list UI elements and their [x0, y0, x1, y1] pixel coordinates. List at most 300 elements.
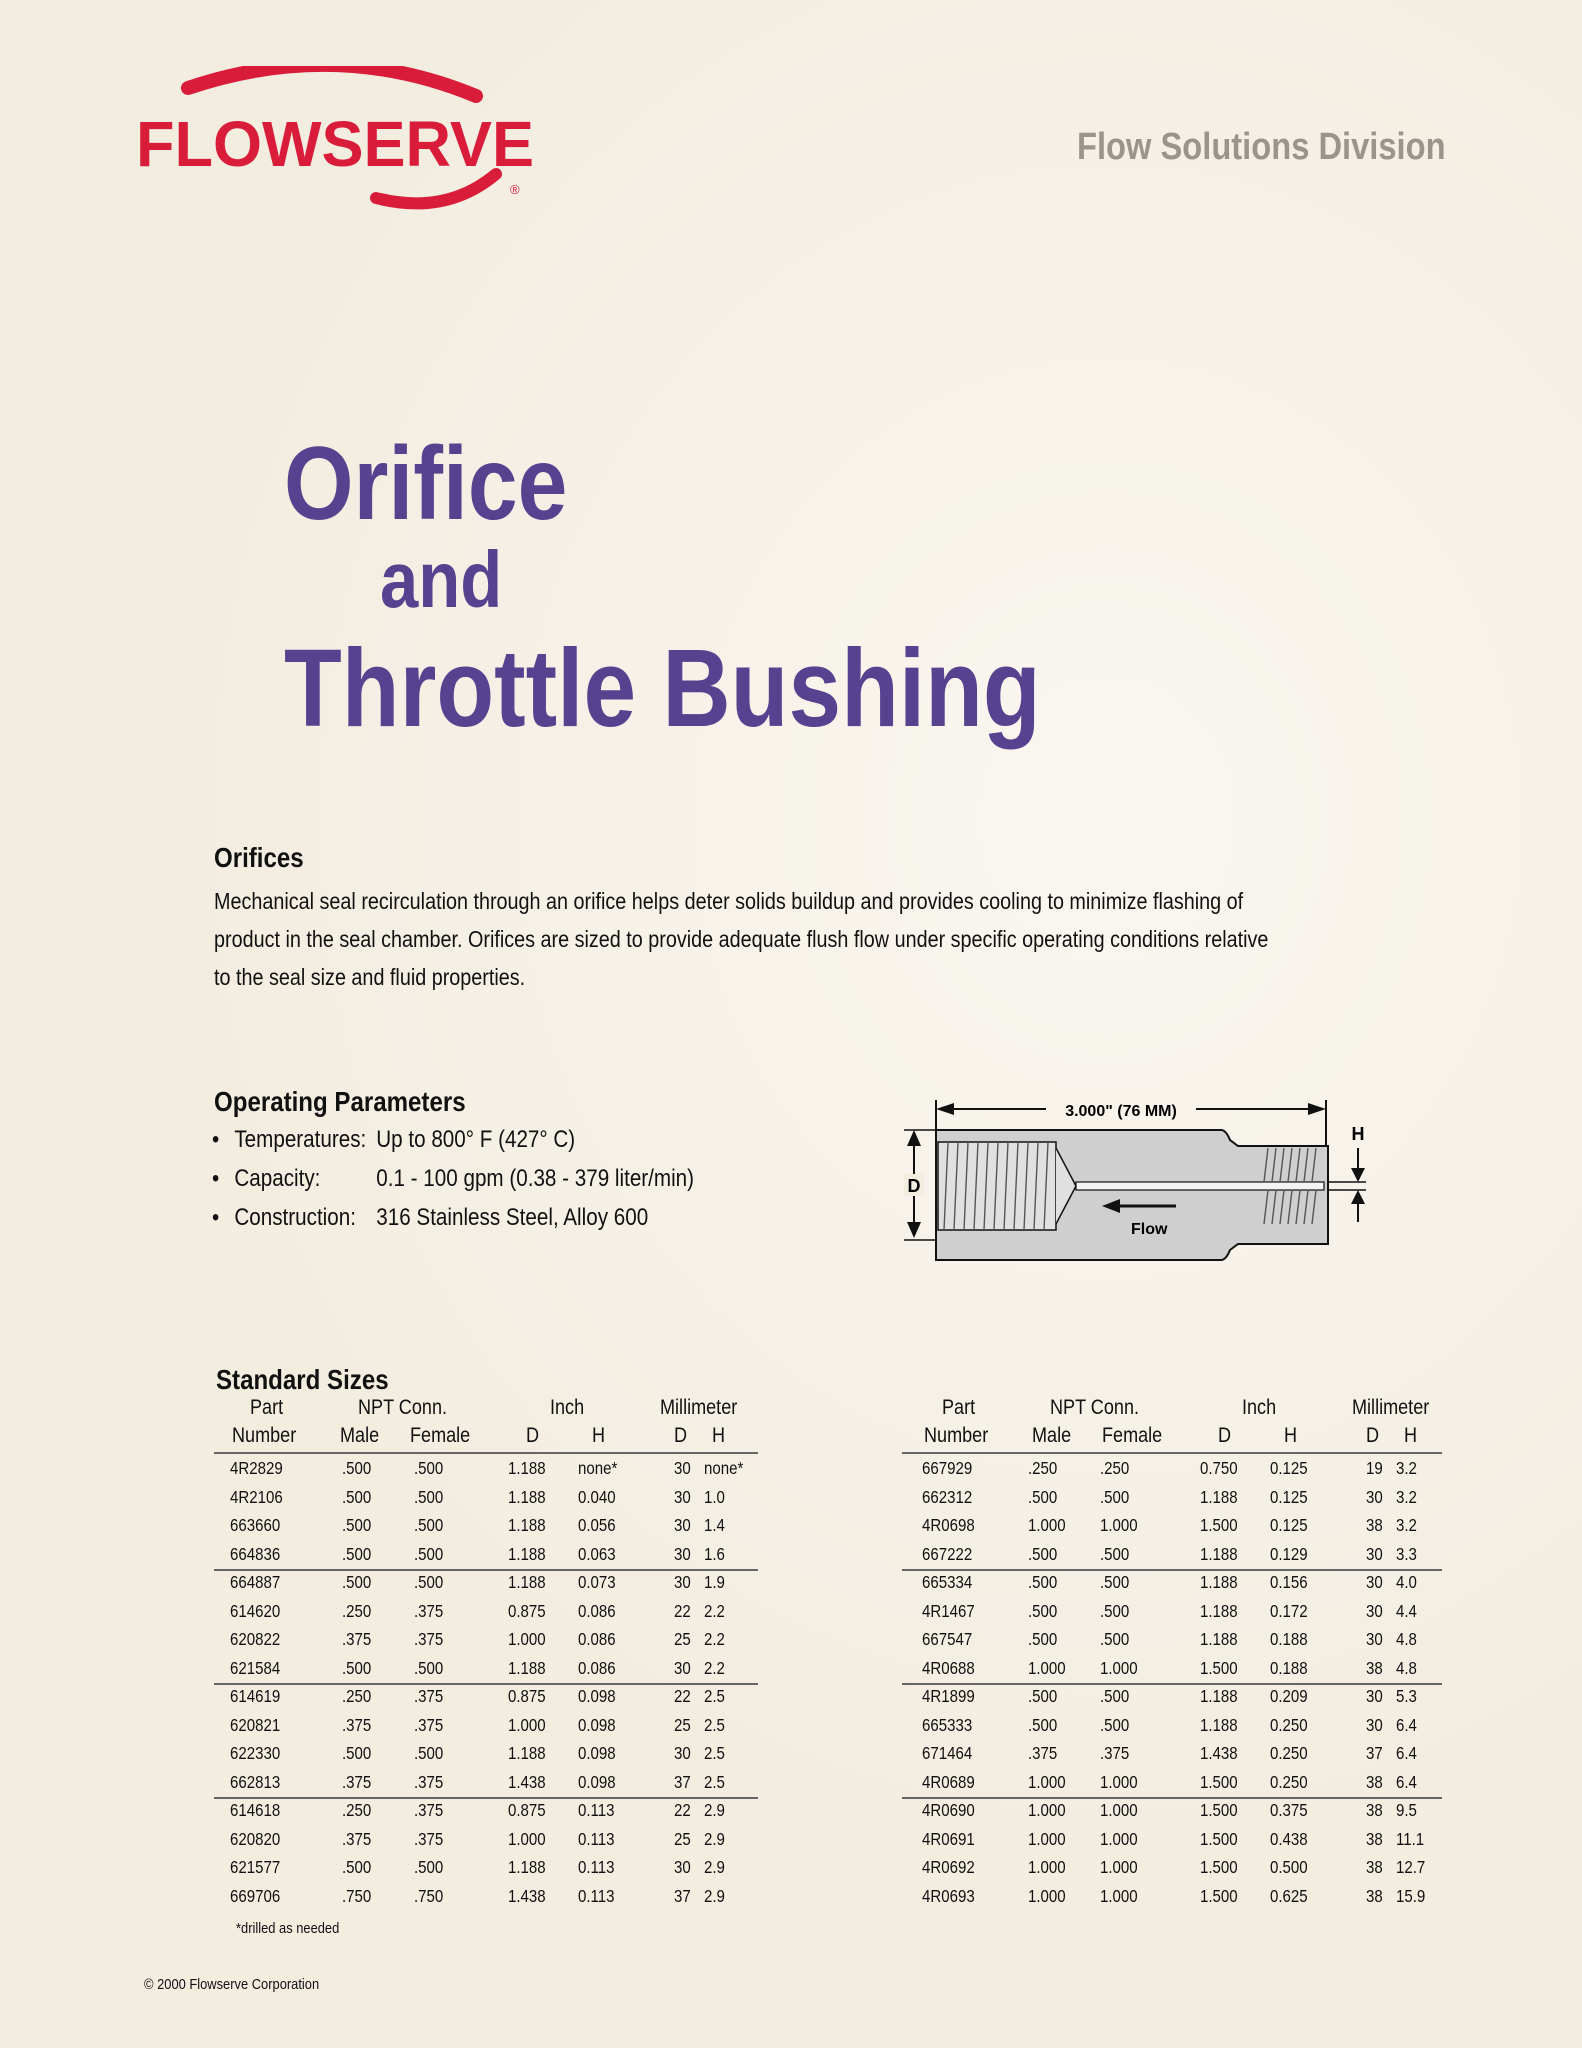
inch-h: 0.086 — [578, 1629, 616, 1649]
operating-parameters-heading: Operating Parameters — [214, 1086, 466, 1117]
mm-h: 15.9 — [1396, 1885, 1426, 1906]
part-number: 4R2829 — [230, 1458, 283, 1478]
part-number: 4R1467 — [922, 1600, 975, 1621]
npt-female: .500 — [414, 1857, 444, 1877]
inch-d: 1.500 — [1200, 1657, 1238, 1678]
npt-male: .500 — [342, 1486, 372, 1507]
npt-male: .250 — [342, 1600, 372, 1621]
table-row — [902, 1487, 1442, 1516]
mm-d: 37 — [674, 1885, 691, 1906]
table-row — [214, 1544, 758, 1573]
flowserve-logo — [136, 66, 536, 226]
npt-male: .500 — [342, 1743, 372, 1763]
part-number: 669706 — [230, 1885, 281, 1906]
mm-h: 2.2 — [704, 1657, 725, 1678]
col-part: Part — [942, 1396, 976, 1419]
h-label: H — [1351, 1124, 1365, 1144]
mm-d: 30 — [674, 1543, 691, 1564]
inch-h: 0.098 — [578, 1686, 616, 1706]
group-rule — [214, 1683, 758, 1685]
table-row — [214, 1458, 758, 1487]
header-rule — [214, 1452, 758, 1454]
npt-male: .375 — [342, 1771, 372, 1792]
standard-sizes-heading: Standard Sizes — [216, 1364, 389, 1395]
table-row — [214, 1772, 758, 1801]
col-number: Number — [232, 1424, 297, 1447]
part-number: 664887 — [230, 1572, 281, 1592]
npt-male: 1.000 — [1028, 1857, 1066, 1877]
part-number: 671464 — [922, 1743, 973, 1763]
mm-h: 12.7 — [1396, 1857, 1426, 1877]
npt-female: 1.000 — [1100, 1771, 1138, 1792]
mm-d: 25 — [674, 1828, 691, 1849]
table-row — [902, 1658, 1442, 1687]
svg-text:®: ® — [510, 182, 520, 197]
npt-male: .500 — [342, 1572, 372, 1592]
npt-male: 1.000 — [1028, 1885, 1066, 1906]
mm-d: 38 — [1366, 1828, 1383, 1849]
npt-female: .500 — [1100, 1714, 1130, 1735]
table-row — [214, 1572, 758, 1601]
npt-male: .375 — [342, 1714, 372, 1735]
inch-h: 0.438 — [1270, 1828, 1308, 1849]
part-number: 665334 — [922, 1572, 973, 1592]
inch-d: 1.188 — [1200, 1714, 1238, 1735]
mm-d: 30 — [674, 1515, 691, 1535]
npt-female: .375 — [1100, 1743, 1130, 1763]
col-inch-h: H — [592, 1424, 606, 1447]
title-line-2: and — [380, 535, 503, 624]
flow-label: Flow — [1131, 1221, 1168, 1238]
inch-d: 1.188 — [1200, 1486, 1238, 1507]
mm-h: 9.5 — [1396, 1800, 1417, 1820]
mm-d: 25 — [674, 1714, 691, 1735]
inch-h: 0.129 — [1270, 1543, 1308, 1564]
mm-d: 38 — [1366, 1771, 1383, 1792]
col-inch: Inch — [550, 1396, 585, 1419]
mm-h: 2.5 — [704, 1771, 725, 1792]
npt-female: .500 — [1100, 1486, 1130, 1507]
mm-h: 3.2 — [1396, 1486, 1417, 1507]
npt-female: 1.000 — [1100, 1800, 1138, 1820]
table-row — [214, 1886, 758, 1915]
bushing-diagram — [896, 1090, 1376, 1280]
mm-h: 5.3 — [1396, 1686, 1417, 1706]
inch-h: 0.056 — [578, 1515, 616, 1535]
part-number: 4R1899 — [922, 1686, 975, 1706]
mm-d: 30 — [1366, 1600, 1383, 1621]
inch-h: 0.040 — [578, 1486, 616, 1507]
inch-h: 0.098 — [578, 1714, 616, 1735]
mm-d: 30 — [1366, 1629, 1383, 1649]
header-rule — [902, 1452, 1442, 1454]
mm-d: 30 — [1366, 1572, 1383, 1592]
orifices-body: Mechanical seal recirculation through an orifice helps deter solids buildup and provides cooling to minimize flashing of product in the seal chamber. Orifices are sized to provide adequate flush flow under specific operating conditions relative to the seal size and fluid properties. — [214, 888, 1269, 990]
table-row — [902, 1458, 1442, 1487]
inch-h: 0.250 — [1270, 1714, 1308, 1735]
inch-d: 1.188 — [508, 1857, 546, 1877]
mm-h: 3.2 — [1396, 1515, 1417, 1535]
mm-h: 2.2 — [704, 1629, 725, 1649]
table-row — [214, 1829, 758, 1858]
npt-male: .500 — [1028, 1714, 1058, 1735]
part-number: 665333 — [922, 1714, 973, 1735]
mm-h: 2.9 — [704, 1828, 725, 1849]
mm-h: 1.9 — [704, 1572, 725, 1592]
inch-h: 0.113 — [578, 1828, 615, 1849]
col-npt: NPT Conn. — [1050, 1396, 1140, 1419]
npt-male: .500 — [342, 1657, 372, 1678]
table-row — [214, 1629, 758, 1658]
mm-d: 19 — [1366, 1458, 1383, 1478]
table-row — [902, 1601, 1442, 1630]
npt-male: .250 — [342, 1800, 372, 1820]
mm-d: 30 — [674, 1657, 691, 1678]
inch-d: 1.000 — [508, 1629, 546, 1649]
col-male: Male — [1032, 1424, 1072, 1447]
mm-h: 2.2 — [704, 1600, 725, 1621]
table-row — [214, 1658, 758, 1687]
inch-d: 1.438 — [1200, 1743, 1238, 1763]
npt-male: .375 — [342, 1629, 372, 1649]
npt-female: .750 — [414, 1885, 444, 1906]
inch-d: 1.188 — [1200, 1629, 1238, 1649]
table-row — [902, 1715, 1442, 1744]
table-row — [902, 1572, 1442, 1601]
table-row — [902, 1800, 1442, 1829]
inch-d: 1.188 — [1200, 1686, 1238, 1706]
part-number: 664836 — [230, 1543, 281, 1564]
part-number: 620822 — [230, 1629, 281, 1649]
npt-female: .500 — [414, 1657, 444, 1678]
inch-h: 0.113 — [578, 1857, 615, 1877]
inch-d: 1.188 — [508, 1572, 546, 1592]
inch-d: 1.000 — [508, 1828, 546, 1849]
npt-female: .500 — [1100, 1686, 1130, 1706]
table-row — [214, 1487, 758, 1516]
d-label: D — [907, 1176, 921, 1196]
mm-d: 22 — [674, 1800, 691, 1820]
npt-female: .500 — [1100, 1600, 1130, 1621]
inch-h: 0.172 — [1270, 1600, 1308, 1621]
table-row — [214, 1800, 758, 1829]
npt-male: 1.000 — [1028, 1800, 1066, 1820]
param-capacity: • Capacity: 0.1 - 100 gpm (0.38 - 379 liter/min) — [212, 1165, 695, 1192]
table-row — [902, 1544, 1442, 1573]
inch-h: 0.250 — [1270, 1771, 1308, 1792]
part-number: 621577 — [230, 1857, 281, 1877]
col-inch-d: D — [526, 1424, 540, 1447]
inch-d: 1.188 — [1200, 1600, 1238, 1621]
part-number: 4R0692 — [922, 1857, 975, 1877]
part-number: 4R0690 — [922, 1800, 975, 1820]
npt-female: .500 — [414, 1543, 444, 1564]
inch-h: 0.156 — [1270, 1572, 1308, 1592]
table-row — [902, 1886, 1442, 1915]
inch-d: 0.875 — [508, 1800, 546, 1820]
col-female: Female — [1102, 1424, 1163, 1447]
npt-female: .375 — [414, 1600, 444, 1621]
col-male: Male — [340, 1424, 380, 1447]
mm-d: 30 — [674, 1486, 691, 1507]
inch-d: 1.188 — [508, 1743, 546, 1763]
npt-female: .375 — [414, 1800, 444, 1820]
npt-female: .375 — [414, 1771, 444, 1792]
npt-male: .250 — [342, 1686, 372, 1706]
inch-h: 0.063 — [578, 1543, 616, 1564]
inch-d: 1.438 — [508, 1885, 546, 1906]
mm-h: 2.5 — [704, 1714, 725, 1735]
mm-d: 22 — [674, 1686, 691, 1706]
part-number: 4R2106 — [230, 1486, 283, 1507]
mm-d: 38 — [1366, 1515, 1383, 1535]
npt-male: 1.000 — [1028, 1771, 1066, 1792]
part-number: 614619 — [230, 1686, 281, 1706]
part-number: 614618 — [230, 1800, 281, 1820]
table-row — [902, 1629, 1442, 1658]
orifices-heading: Orifices — [214, 842, 304, 873]
npt-male: 1.000 — [1028, 1657, 1066, 1678]
col-mm-h: H — [1404, 1424, 1418, 1447]
npt-male: .500 — [342, 1458, 372, 1478]
part-number: 620820 — [230, 1828, 281, 1849]
col-mm-d: D — [1366, 1424, 1380, 1447]
group-rule — [902, 1797, 1442, 1799]
npt-female: .375 — [414, 1828, 444, 1849]
group-rule — [902, 1683, 1442, 1685]
mm-h: 4.0 — [1396, 1572, 1417, 1592]
npt-female: 1.000 — [1100, 1657, 1138, 1678]
part-number: 622330 — [230, 1743, 281, 1763]
table-row — [214, 1743, 758, 1772]
mm-d: 30 — [674, 1458, 691, 1478]
inch-d: 1.500 — [1200, 1828, 1238, 1849]
npt-male: .500 — [342, 1857, 372, 1877]
npt-male: .500 — [342, 1515, 372, 1535]
operating-parameters-list — [212, 1126, 694, 1243]
mm-d: 37 — [1366, 1743, 1383, 1763]
part-number: 667547 — [922, 1629, 973, 1649]
title-line-3: Throttle Bushing — [284, 627, 1041, 750]
part-number: 4R0693 — [922, 1885, 975, 1906]
col-mm-h: H — [712, 1424, 726, 1447]
npt-male: 1.000 — [1028, 1828, 1066, 1849]
mm-d: 37 — [674, 1771, 691, 1792]
col-npt: NPT Conn. — [358, 1396, 448, 1419]
part-number: 620821 — [230, 1714, 281, 1735]
mm-d: 30 — [1366, 1486, 1383, 1507]
npt-female: 1.000 — [1100, 1828, 1138, 1849]
col-mm: Millimeter — [660, 1396, 738, 1419]
part-number: 4R0689 — [922, 1771, 975, 1792]
inch-d: 0.750 — [1200, 1458, 1238, 1478]
npt-female: 1.000 — [1100, 1885, 1138, 1906]
copyright: © 2000 Flowserve Corporation — [144, 1976, 320, 1993]
sizes-table-left — [214, 1396, 758, 1916]
npt-male: .500 — [1028, 1686, 1058, 1706]
mm-h: 2.5 — [704, 1743, 725, 1763]
col-female: Female — [410, 1424, 471, 1447]
table-row — [902, 1829, 1442, 1858]
inch-h: 0.113 — [578, 1800, 615, 1820]
npt-female: .500 — [1100, 1572, 1130, 1592]
inch-d: 0.875 — [508, 1686, 546, 1706]
inch-d: 1.500 — [1200, 1885, 1238, 1906]
part-number: 4R0698 — [922, 1515, 975, 1535]
table-row — [902, 1515, 1442, 1544]
inch-h: 0.500 — [1270, 1857, 1308, 1877]
mm-d: 38 — [1366, 1657, 1383, 1678]
mm-d: 30 — [674, 1857, 691, 1877]
inch-d: 1.438 — [508, 1771, 546, 1792]
group-rule — [214, 1797, 758, 1799]
mm-d: 30 — [1366, 1714, 1383, 1735]
footnote: *drilled as needed — [236, 1920, 340, 1937]
npt-female: .500 — [1100, 1629, 1130, 1649]
table-row — [214, 1515, 758, 1544]
inch-h: 0.125 — [1270, 1458, 1308, 1478]
inch-d: 1.500 — [1200, 1800, 1238, 1820]
col-inch-h: H — [1284, 1424, 1298, 1447]
table-row — [902, 1857, 1442, 1886]
inch-h: 0.125 — [1270, 1515, 1308, 1535]
mm-d: 30 — [674, 1743, 691, 1763]
npt-female: .500 — [414, 1458, 444, 1478]
mm-h: 2.5 — [704, 1686, 725, 1706]
inch-h: 0.073 — [578, 1572, 616, 1592]
npt-female: 1.000 — [1100, 1515, 1138, 1535]
npt-male: .375 — [1028, 1743, 1058, 1763]
mm-h: 3.2 — [1396, 1458, 1417, 1478]
inch-d: 0.875 — [508, 1600, 546, 1621]
table-row — [902, 1743, 1442, 1772]
col-mm: Millimeter — [1352, 1396, 1430, 1419]
inch-h: 0.209 — [1270, 1686, 1308, 1706]
inch-d: 1.188 — [1200, 1572, 1238, 1592]
inch-d: 1.188 — [508, 1515, 546, 1535]
mm-d: 22 — [674, 1600, 691, 1621]
mm-h: 4.8 — [1396, 1629, 1417, 1649]
mm-h: 1.6 — [704, 1543, 725, 1564]
inch-d: 1.500 — [1200, 1515, 1238, 1535]
inch-h: 0.098 — [578, 1771, 616, 1792]
part-number: 614620 — [230, 1600, 281, 1621]
mm-h: 2.9 — [704, 1885, 725, 1906]
mm-h: 2.9 — [704, 1857, 725, 1877]
mm-d: 38 — [1366, 1800, 1383, 1820]
inch-h: 0.250 — [1270, 1743, 1308, 1763]
mm-d: 38 — [1366, 1857, 1383, 1877]
length-label: 3.000" (76 MM) — [1065, 1103, 1177, 1120]
inch-d: 1.188 — [508, 1543, 546, 1564]
inch-h: 0.086 — [578, 1600, 616, 1621]
part-number: 621584 — [230, 1657, 281, 1678]
mm-h: 2.9 — [704, 1800, 725, 1820]
inch-d: 1.000 — [508, 1714, 546, 1735]
npt-female: .375 — [414, 1686, 444, 1706]
inch-h: 0.125 — [1270, 1486, 1308, 1507]
col-mm-d: D — [674, 1424, 688, 1447]
inch-d: 1.188 — [508, 1486, 546, 1507]
part-number: 4R0688 — [922, 1657, 975, 1678]
inch-h: 0.113 — [578, 1885, 615, 1906]
npt-male: .750 — [342, 1885, 372, 1906]
param-construction: • Construction: 316 Stainless Steel, Alloy 600 — [212, 1204, 649, 1231]
col-number: Number — [924, 1424, 989, 1447]
npt-male: .500 — [1028, 1600, 1058, 1621]
npt-male: .250 — [1028, 1458, 1058, 1478]
table-row — [902, 1772, 1442, 1801]
part-number: 662312 — [922, 1486, 973, 1507]
npt-female: .500 — [1100, 1543, 1130, 1564]
group-rule — [902, 1569, 1442, 1571]
logo-text: FLOWSERVE — [136, 108, 534, 180]
sizes-table-right — [902, 1396, 1442, 1916]
table-row — [214, 1715, 758, 1744]
group-rule — [214, 1569, 758, 1571]
col-part: Part — [250, 1396, 284, 1419]
part-number: 662813 — [230, 1771, 281, 1792]
inch-h: 0.375 — [1270, 1800, 1308, 1820]
table-row — [214, 1601, 758, 1630]
npt-female: .375 — [414, 1629, 444, 1649]
inch-h: none* — [578, 1458, 618, 1478]
part-number: 663660 — [230, 1515, 281, 1535]
mm-d: 30 — [674, 1572, 691, 1592]
npt-female: .500 — [414, 1486, 444, 1507]
mm-d: 25 — [674, 1629, 691, 1649]
npt-male: 1.000 — [1028, 1515, 1066, 1535]
mm-d: 30 — [1366, 1543, 1383, 1564]
mm-h: 11.1 — [1396, 1828, 1425, 1849]
mm-d: 30 — [1366, 1686, 1383, 1706]
mm-h: 6.4 — [1396, 1743, 1417, 1763]
npt-female: .375 — [414, 1714, 444, 1735]
inch-d: 1.188 — [508, 1458, 546, 1478]
inch-h: 0.625 — [1270, 1885, 1308, 1906]
npt-male: .375 — [342, 1828, 372, 1849]
mm-h: 6.4 — [1396, 1771, 1417, 1792]
table-row — [214, 1857, 758, 1886]
inch-d: 1.500 — [1200, 1771, 1238, 1792]
mm-h: 3.3 — [1396, 1543, 1417, 1564]
inch-d: 1.500 — [1200, 1857, 1238, 1877]
inch-h: 0.188 — [1270, 1629, 1308, 1649]
npt-male: .500 — [1028, 1543, 1058, 1564]
title-line-1: Orifice — [284, 426, 568, 542]
table-row — [902, 1686, 1442, 1715]
npt-male: .500 — [1028, 1629, 1058, 1649]
npt-female: 1.000 — [1100, 1857, 1138, 1877]
npt-female: .500 — [414, 1743, 444, 1763]
npt-male: .500 — [342, 1543, 372, 1564]
param-temperatures: • Temperatures: Up to 800° F (427° C) — [212, 1126, 576, 1153]
mm-h: 1.4 — [704, 1515, 725, 1535]
mm-h: none* — [704, 1458, 744, 1478]
part-number: 667222 — [922, 1543, 973, 1564]
mm-d: 38 — [1366, 1885, 1383, 1906]
inch-d: 1.188 — [1200, 1543, 1238, 1564]
col-inch: Inch — [1242, 1396, 1277, 1419]
npt-female: .500 — [414, 1572, 444, 1592]
mm-h: 1.0 — [704, 1486, 725, 1507]
inch-h: 0.098 — [578, 1743, 616, 1763]
part-number: 667929 — [922, 1458, 973, 1478]
inch-h: 0.188 — [1270, 1657, 1308, 1678]
npt-male: .500 — [1028, 1486, 1058, 1507]
inch-h: 0.086 — [578, 1657, 616, 1678]
inch-d: 1.188 — [508, 1657, 546, 1678]
